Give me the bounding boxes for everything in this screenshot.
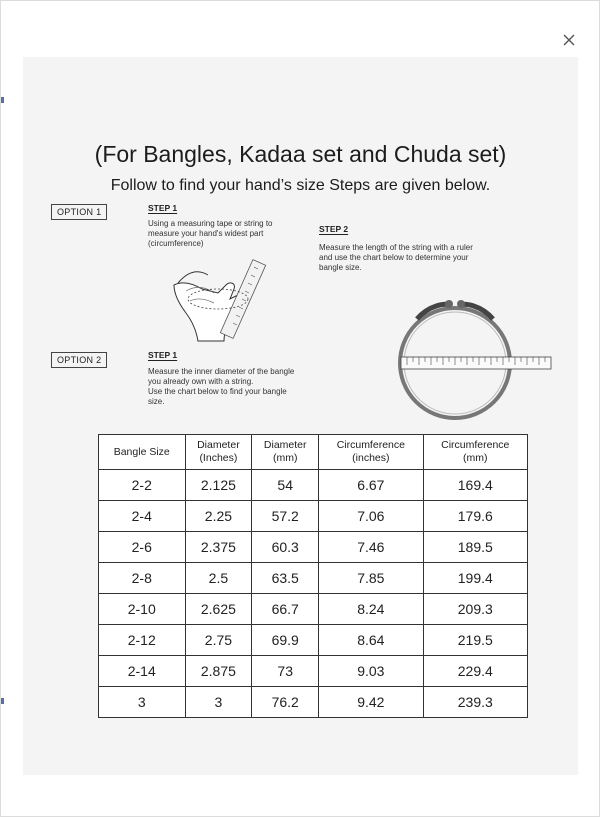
table-cell: 2.25 bbox=[185, 501, 252, 532]
table-cell: 2-6 bbox=[99, 532, 186, 563]
table-header-cell: Circumference (mm) bbox=[423, 435, 527, 470]
table-row bbox=[99, 625, 528, 656]
table-cell: 2.125 bbox=[185, 470, 252, 501]
table-cell: 209.3 bbox=[423, 594, 527, 625]
table-row bbox=[99, 501, 528, 532]
table-cell: 8.24 bbox=[319, 594, 423, 625]
option-1-step-1-text: Using a measuring tape or string to measure your hand's widest part (circumference) bbox=[148, 219, 273, 248]
table-cell: 3 bbox=[99, 687, 186, 718]
table-cell: 7.85 bbox=[319, 563, 423, 594]
option-1-step-2-heading: STEP 2 bbox=[319, 224, 349, 234]
option-2-step-1-heading: STEP 1 bbox=[148, 350, 178, 360]
option-2-label: OPTION 2 bbox=[51, 352, 107, 368]
table-cell: 2-4 bbox=[99, 501, 186, 532]
table-cell: 3 bbox=[185, 687, 252, 718]
table-cell: 2-8 bbox=[99, 563, 186, 594]
table-cell: 2-10 bbox=[99, 594, 186, 625]
table-cell: 66.7 bbox=[252, 594, 319, 625]
table-row bbox=[99, 532, 528, 563]
table-cell: 2-14 bbox=[99, 656, 186, 687]
table-header-cell: Bangle Size bbox=[99, 435, 186, 470]
option-2-step-1-text: Measure the inner diameter of the bangle you already own with a string. Use the chart below to find your bangle size. bbox=[148, 367, 295, 406]
table-cell: 54 bbox=[252, 470, 319, 501]
table-cell: 169.4 bbox=[423, 470, 527, 501]
table-cell: 2.625 bbox=[185, 594, 252, 625]
table-cell: 73 bbox=[252, 656, 319, 687]
table-cell: 2.5 bbox=[185, 563, 252, 594]
table-row bbox=[99, 470, 528, 501]
option-1-step-2-text: Measure the length of the string with a ruler and use the chart below to determine your bangle size. bbox=[319, 243, 473, 272]
option-1-label: OPTION 1 bbox=[51, 204, 107, 220]
table-header-row bbox=[99, 435, 528, 470]
table-row bbox=[99, 594, 528, 625]
table-cell: 63.5 bbox=[252, 563, 319, 594]
table-row bbox=[99, 656, 528, 687]
table-cell: 189.5 bbox=[423, 532, 527, 563]
table-cell: 2.375 bbox=[185, 532, 252, 563]
table-row bbox=[99, 563, 528, 594]
background-edge-marker bbox=[1, 97, 4, 103]
table-cell: 7.06 bbox=[319, 501, 423, 532]
table-cell: 2.875 bbox=[185, 656, 252, 687]
bangle-size-table bbox=[98, 434, 528, 718]
table-cell: 60.3 bbox=[252, 532, 319, 563]
table-cell: 2.75 bbox=[185, 625, 252, 656]
table-cell: 8.64 bbox=[319, 625, 423, 656]
size-chart-image bbox=[23, 57, 578, 775]
option-1-step-1-heading: STEP 1 bbox=[148, 203, 178, 213]
table-cell: 76.2 bbox=[252, 687, 319, 718]
table-cell: 9.42 bbox=[319, 687, 423, 718]
table-cell: 2-2 bbox=[99, 470, 186, 501]
table-cell: 239.3 bbox=[423, 687, 527, 718]
table-cell: 179.6 bbox=[423, 501, 527, 532]
chart-title: (For Bangles, Kadaa set and Chuda set) bbox=[94, 141, 507, 167]
table-cell: 2-12 bbox=[99, 625, 186, 656]
table-header-cell: Diameter (mm) bbox=[252, 435, 319, 470]
bangle-ruler-icon bbox=[389, 293, 554, 421]
table-cell: 6.67 bbox=[319, 470, 423, 501]
table-cell: 219.5 bbox=[423, 625, 527, 656]
table-cell: 57.2 bbox=[252, 501, 319, 532]
close-icon bbox=[558, 29, 580, 51]
table-cell: 69.9 bbox=[252, 625, 319, 656]
table-header-cell: Diameter (Inches) bbox=[185, 435, 252, 470]
hand-measuring-icon bbox=[168, 255, 273, 343]
chart-subtitle: Follow to find your hand’s size Steps are given below. bbox=[110, 177, 491, 194]
table-cell: 229.4 bbox=[423, 656, 527, 687]
table-cell: 9.03 bbox=[319, 656, 423, 687]
table-cell: 199.4 bbox=[423, 563, 527, 594]
table-row bbox=[99, 687, 528, 718]
background-edge-marker bbox=[1, 698, 4, 704]
table-cell: 7.46 bbox=[319, 532, 423, 563]
close-button[interactable] bbox=[558, 29, 580, 51]
table-header-cell: Circumference (inches) bbox=[319, 435, 423, 470]
